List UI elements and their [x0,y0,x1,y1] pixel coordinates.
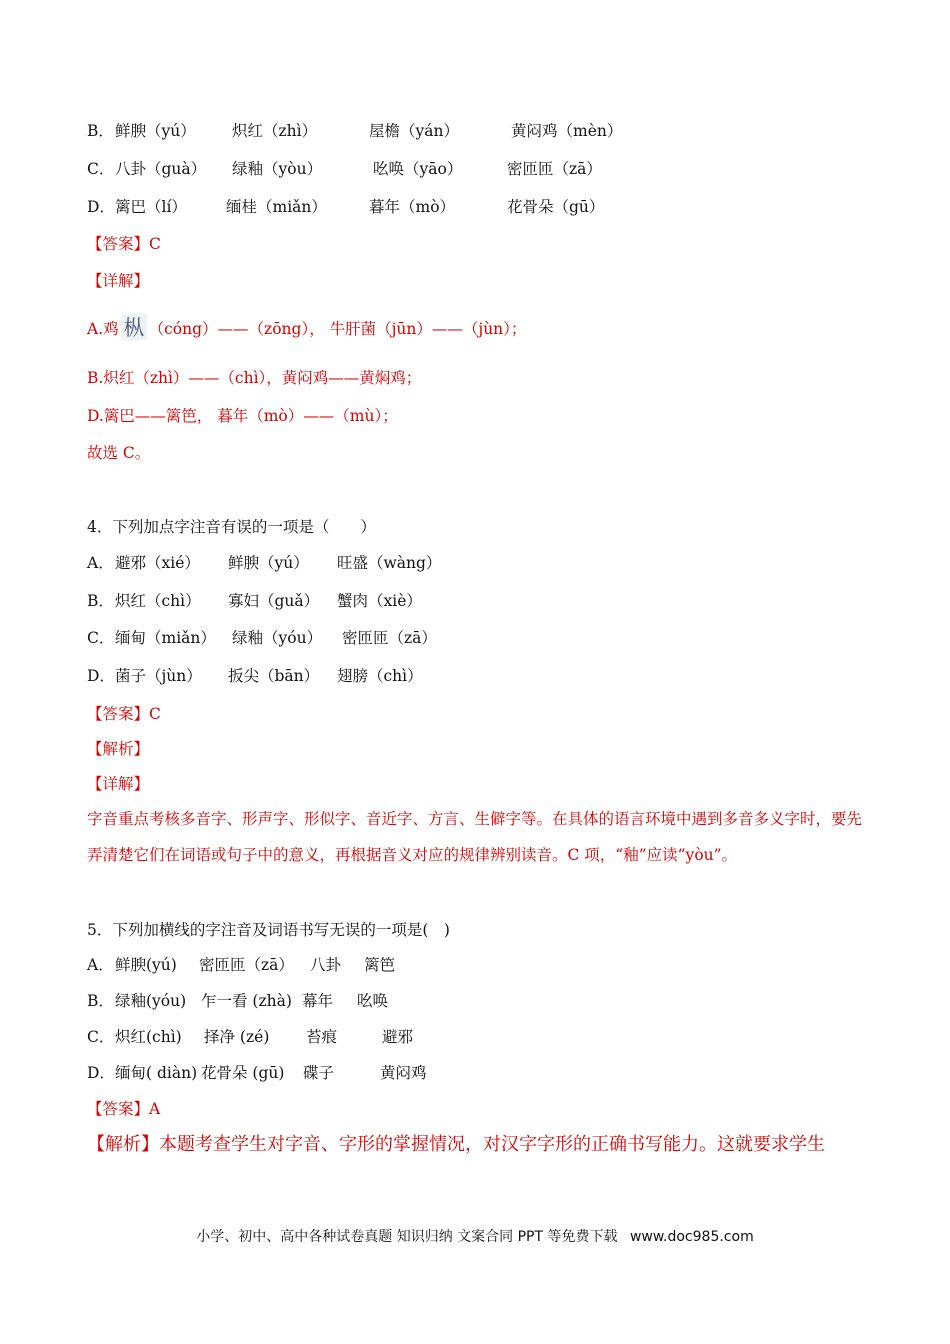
option-item: 蟹肉（xiè） [337,592,422,610]
option-item: 碟子 [303,1064,335,1082]
option-label: D． [87,198,115,216]
option-item: 密匝匝（zā） [507,160,602,178]
option-item: 黄闷鸡（mèn） [511,122,623,140]
q3-option-d [87,196,867,220]
option-item: 黄闷鸡 [380,1064,427,1082]
option-item: 避邪（xié） [115,554,200,572]
q4-option-b [87,590,867,614]
q3-detail-label: 【详解】 [87,272,150,290]
q3-answer: 【答案】C [87,235,161,253]
option-label: B． [87,592,114,610]
option-item: 密匝匝（zā） [199,956,294,974]
q4-option-d [87,665,867,689]
option-item: 鲜腴(yú) [115,956,177,974]
detail-a-suffix: （cóng）——（zōng）， 牛肝菌（jūn）——（jùn）； [148,320,527,338]
q5-stem: 5．下列加横线的字注音及词语书写无误的一项是( ) [87,921,450,939]
option-item: 避邪 [382,1028,414,1046]
option-item: 绿釉（yòu） [232,160,323,178]
q4-detail-text: 字音重点考核多音字、形声字、形似字、音近字、方言、生僻字等。在具体的语言环境中遇到多音多义字时，要先弄清楚它们在词语或句子中的意义，再根据音义对应的规律辨别读音。C 项，“釉”应读“yòu”。 [87,810,863,864]
q5-option-b [87,990,867,1014]
option-item: 缅桂（miǎn） [226,198,327,216]
option-item: 炽红(chì) [115,1028,182,1046]
option-item: 八卦 [310,956,342,974]
q3-option-c [87,158,867,182]
option-item: 绿釉（yóu） [232,629,323,647]
svg-text:枞: 枞 [123,316,145,340]
option-label: D． [87,1064,115,1082]
option-label: C． [87,1028,115,1046]
option-item: 吆唤（yāo） [373,160,463,178]
option-item: 花骨朵（gū） [507,198,605,216]
detail-a-prefix: A.鸡 [87,320,119,338]
q4-stem: 4．下列加点字注音有误的一项是（ ） [87,518,376,536]
option-item: 鲜腴（yú） [228,554,309,572]
q4-option-c [87,627,867,651]
q3-detail-d: D.篱巴——篱笆， 暮年（mò）——（mù）； [87,407,398,425]
option-item: 炽红（zhì） [232,122,318,140]
q3-conclusion: 故选 C。 [87,444,151,462]
option-label: C． [87,629,115,647]
option-label: C． [87,160,115,178]
option-item: 吆唤 [357,992,389,1010]
option-item: 扳尖（bān） [228,667,320,685]
option-item: 篱笆 [364,956,396,974]
option-label: D． [87,667,115,685]
footer-url[interactable]: www.doc985.com [629,1229,754,1245]
option-label: B． [87,122,114,140]
q4-detail-label: 【详解】 [87,775,150,793]
footer-text: 小学、初中、高中各种试卷真题 知识归纳 文案合同 PPT 等免费下载 [196,1229,618,1245]
q5-analysis: 【解析】本题考查学生对字音、字形的掌握情况，对汉字字形的正确书写能力。这就要求学生 [87,1134,825,1155]
option-item: 缅甸（miǎn） [115,629,216,647]
q4-answer: 【答案】C [87,705,161,723]
q3-detail-b: B.炽红（zhì）——（chì），黄闷鸡——黄焖鸡； [87,369,422,387]
option-item: 炽红（chì） [115,592,201,610]
option-item: 绿釉(yóu) [115,992,187,1010]
q5-option-c [87,1026,867,1050]
page-footer [0,1226,950,1246]
option-item: 翅膀（chì） [337,667,423,685]
option-item: 寡妇（guǎ） [228,592,320,610]
option-item: 菌子（jùn） [115,667,202,685]
option-item: 鲜腴（yú） [115,122,196,140]
option-item: 苔痕 [306,1028,338,1046]
option-label: A． [87,956,114,974]
q5-option-a [87,954,867,978]
character-image-icon [121,314,147,340]
option-item: 密匝匝（zā） [342,629,437,647]
q5-answer: 【答案】A [87,1100,161,1118]
option-item: 旺盛（wàng） [337,554,442,572]
option-item: 屋檐（yán） [369,122,459,140]
option-item: 缅甸( diàn) [115,1064,198,1082]
option-item: 乍一看 (zhà) [201,992,292,1010]
option-item: 择净 (zé) [204,1028,270,1046]
option-label: B． [87,992,114,1010]
option-item: 八卦（guà） [115,160,207,178]
option-item: 暮年（mò） [369,198,456,216]
q4-analysis-label: 【解析】 [87,740,150,758]
option-label: A． [87,554,114,572]
q5-option-d [87,1062,867,1086]
q3-detail-a [87,314,526,340]
q4-option-a [87,552,867,576]
q3-option-b [87,120,867,144]
option-item: 花骨朵 (gū) [201,1064,285,1082]
option-item: 篱巴（lí） [115,198,187,216]
option-item: 幕年 [302,992,334,1010]
